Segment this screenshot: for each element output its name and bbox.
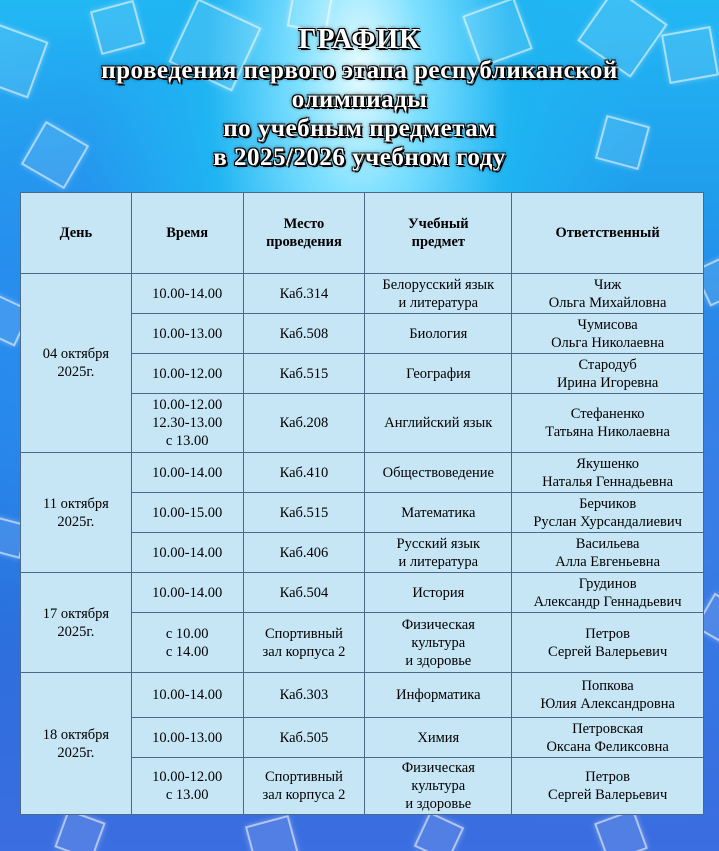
responsible-cell: Петров Сергей Валерьевич [512,613,704,673]
table-row [21,274,704,314]
time-cell: 10.00-12.00 12.30-13.00 с 13.00 [131,394,243,453]
place-cell: Каб.314 [243,274,365,314]
subject-cell: Информатика [365,673,512,718]
subject-cell: Химия [365,718,512,758]
subject-cell: Английский язык [365,394,512,453]
place-cell: Каб.208 [243,394,365,453]
header-day: День [21,193,132,274]
place-cell: Каб.504 [243,573,365,613]
place-cell: Каб.410 [243,453,365,493]
responsible-cell: Берчиков Руслан Хурсандалиевич [512,493,704,533]
subject-cell: Русский язык и литература [365,533,512,573]
day-cell: 18 октября 2025г. [21,673,132,815]
place-cell: Спортивный зал корпуса 2 [243,758,365,815]
table-row [21,673,704,718]
place-cell: Каб.505 [243,718,365,758]
page-title [0,24,719,172]
subject-cell: Биология [365,314,512,354]
place-cell: Каб.406 [243,533,365,573]
header-place: Место проведения [243,193,365,274]
time-cell: с 10.00 с 14.00 [131,613,243,673]
subject-cell: Физическая культура и здоровье [365,758,512,815]
header-subject: Учебный предмет [365,193,512,274]
responsible-cell: Якушенко Наталья Геннадьевна [512,453,704,493]
place-cell: Спортивный зал корпуса 2 [243,613,365,673]
day-cell: 17 октября 2025г. [21,573,132,673]
responsible-cell: Васильева Алла Евгеньевна [512,533,704,573]
header-time: Время [131,193,243,274]
title-line-1: ГРАФИК [298,24,421,55]
responsible-cell: Попкова Юлия Александровна [512,673,704,718]
title-line-3: олимпиады [291,86,428,113]
place-cell: Каб.303 [243,673,365,718]
responsible-cell: Чиж Ольга Михайловна [512,274,704,314]
responsible-cell: Грудинов Александр Геннадьевич [512,573,704,613]
schedule-body [21,274,704,815]
subject-cell: География [365,354,512,394]
time-cell: 10.00-14.00 [131,573,243,613]
title-line-2: проведения первого этапа республиканской [101,57,618,84]
subject-cell: Физическая культура и здоровье [365,613,512,673]
table-header-row [21,193,704,274]
responsible-cell: Петровская Оксана Феликсовна [512,718,704,758]
time-cell: 10.00-14.00 [131,673,243,718]
schedule-table [20,192,704,815]
day-cell: 04 октября 2025г. [21,274,132,453]
time-cell: 10.00-15.00 [131,493,243,533]
time-cell: 10.00-13.00 [131,718,243,758]
subject-cell: Математика [365,493,512,533]
place-cell: Каб.515 [243,493,365,533]
time-cell: 10.00-14.00 [131,453,243,493]
responsible-cell: Петров Сергей Валерьевич [512,758,704,815]
subject-cell: История [365,573,512,613]
day-cell: 11 октября 2025г. [21,453,132,573]
time-cell: 10.00-12.00 [131,354,243,394]
header-responsible: Ответственный [512,193,704,274]
time-cell: 10.00-12.00 с 13.00 [131,758,243,815]
time-cell: 10.00-14.00 [131,274,243,314]
time-cell: 10.00-14.00 [131,533,243,573]
table-row [21,573,704,613]
subject-cell: Обществоведение [365,453,512,493]
responsible-cell: Стародуб Ирина Игоревна [512,354,704,394]
place-cell: Каб.508 [243,314,365,354]
subject-cell: Белорусский язык и литература [365,274,512,314]
table-row [21,453,704,493]
responsible-cell: Чумисова Ольга Николаевна [512,314,704,354]
title-line-4: по учебным предметам [223,115,496,142]
title-line-5: в 2025/2026 учебном году [213,144,506,171]
time-cell: 10.00-13.00 [131,314,243,354]
responsible-cell: Стефаненко Татьяна Николаевна [512,394,704,453]
place-cell: Каб.515 [243,354,365,394]
